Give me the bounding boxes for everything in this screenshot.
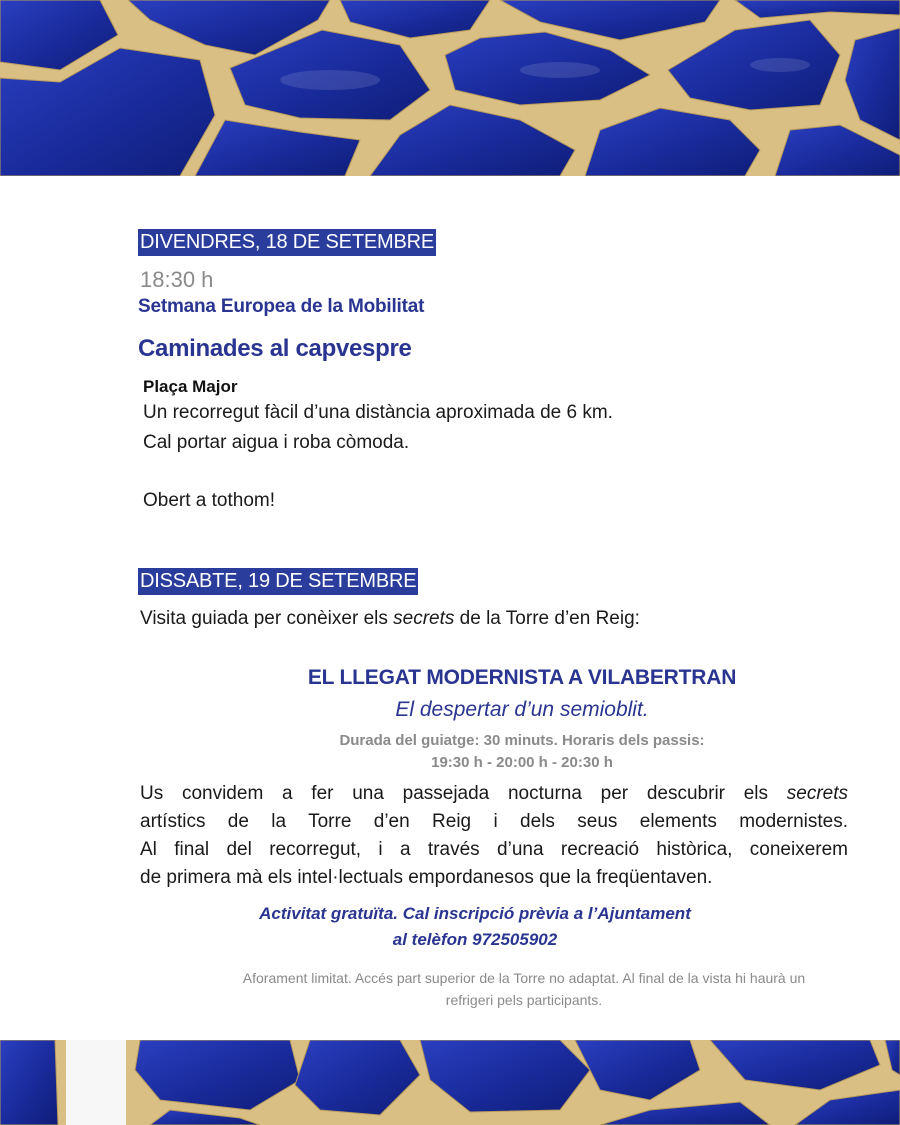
visit-schedule: 19:30 h - 20:00 h - 20:30 h: [431, 754, 613, 771]
capacity-note: Aforament limitat. Accés part superior de la Torre no adaptat. Al final de la vista hi haurà un: [242, 970, 806, 986]
visit-description: [140, 780, 848, 892]
event-location: Plaça Major: [143, 377, 238, 396]
date-banner-saturday: DISSABTE, 19 DE SETEMBRE: [138, 568, 418, 595]
description-line: Al final del recorregut, i a través d’una recreació històrica, coneixerem: [140, 839, 848, 860]
description-line: artístics de la Torre d’en Reig i dels seus elements modernistes.: [140, 811, 848, 832]
banner-gap: [66, 1040, 126, 1125]
event-time: 18:30 h: [140, 267, 214, 292]
intro-text: de la Torre d’en Reig:: [454, 608, 640, 629]
event-open-note: Obert a tothom!: [143, 490, 276, 511]
capacity-note: refrigeri pels participants.: [445, 992, 603, 1008]
registration-phone: al telèfon 972505902: [392, 930, 558, 949]
event-subheading: Setmana Europea de la Mobilitat: [138, 296, 425, 317]
visit-duration: Durada del guiatge: 30 minuts. Horaris dels passis:: [339, 732, 705, 749]
event-description-line: Un recorregut fàcil d’una distància aproximada de 6 km.: [143, 402, 613, 423]
visit-intro: [140, 608, 640, 630]
intro-text: Visita guiada per conèixer els: [140, 608, 394, 629]
free-activity-note: Activitat gratuïta. Cal inscripció prèvia a l’Ajuntament: [259, 904, 691, 923]
visit-title: EL LLEGAT MODERNISTA A VILABERTRAN: [307, 666, 737, 689]
date-banner-friday: DIVENDRES, 18 DE SETEMBRE: [138, 229, 436, 256]
mosaic-banner-bottom: [0, 1040, 900, 1125]
mosaic-banner-top: [0, 0, 900, 176]
description-line: Us convidem a fer una passejada nocturna per descubrir els secrets: [140, 783, 848, 804]
description-line: de primera mà els intel·lectuals empordanesos que la freqüentaven.: [140, 867, 713, 888]
intro-emphasis: secrets: [393, 608, 455, 629]
visit-subtitle: El despertar d’un semioblit.: [395, 698, 649, 721]
event-title-caminades: Caminades al capvespre: [138, 335, 412, 362]
event-description-line: Cal portar aigua i roba còmoda.: [143, 432, 410, 453]
content-area: [0, 176, 900, 1040]
